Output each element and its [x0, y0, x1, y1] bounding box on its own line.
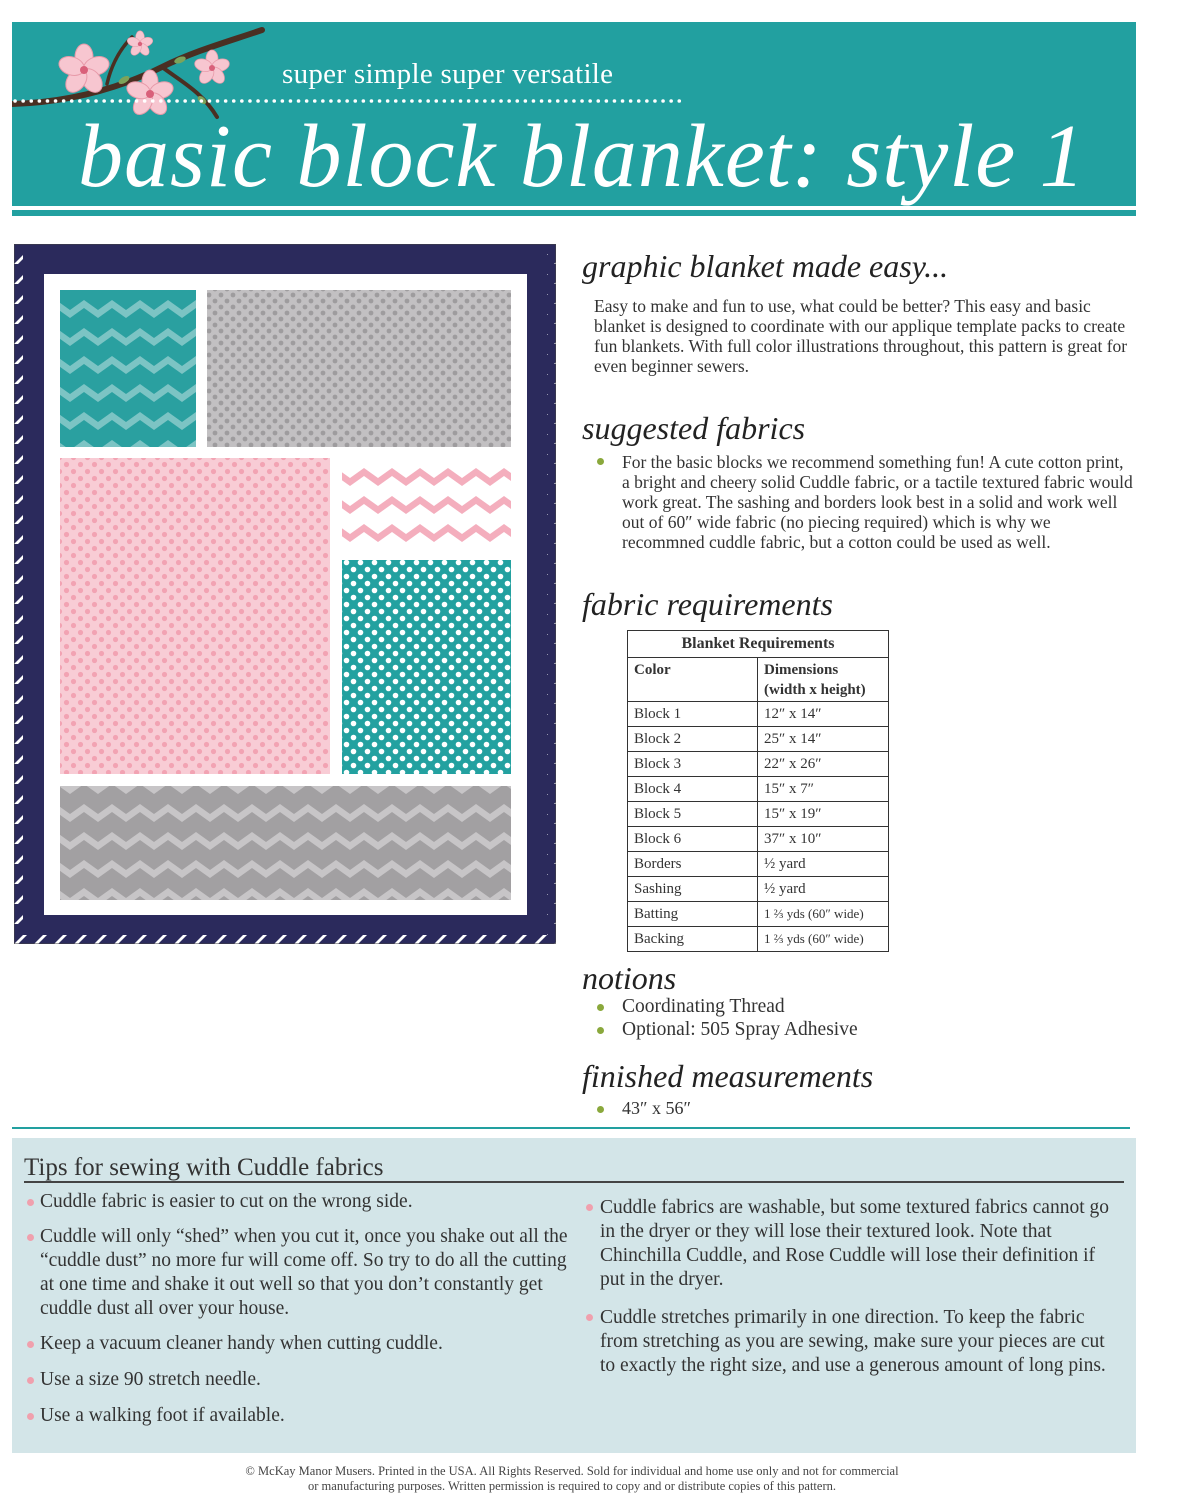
block-4 — [342, 458, 511, 551]
title-banner — [12, 22, 1136, 206]
tagline: super simple super versatile — [282, 58, 614, 90]
header-rule — [12, 210, 1136, 216]
table-row: Block 6 37″ x 10″ — [628, 827, 889, 852]
bullet-icon — [27, 1234, 34, 1241]
fabrics-text: For the basic blocks we recommend something fun! A cute cotton print, a bright and cheery solid Cuddle fabric, or a tactile textured fabric would work great. The sashing and borders look best in a solid and work well out of 60″ wide fabric (no piecing required) which is why we recommned cuddle fabric, but a cotton could be used as well. — [622, 452, 1133, 552]
tip-item: Cuddle will only “shed” when you cut it, once you shake out all the “cuddle dust” no more fur will come off. So try to do all the cutting at one time and shake it out well so that you don’t constantly get cuddle dust all over your house. — [40, 1226, 568, 1319]
column-header-color: Color — [628, 658, 758, 702]
table-row: Block 3 22″ x 26″ — [628, 752, 889, 777]
table-row: Backing 1 ⅔ yds (60″ wide) — [628, 927, 889, 952]
table-row: Block 4 15″ x 7″ — [628, 777, 889, 802]
section-divider — [12, 1127, 1130, 1129]
block-2 — [207, 290, 511, 447]
intro-heading: graphic blanket made easy... — [582, 248, 949, 284]
table-row: Batting 1 ⅔ yds (60″ wide) — [628, 902, 889, 927]
measurements-heading: finished measurements — [582, 1058, 874, 1094]
block-3 — [60, 458, 330, 774]
table-row: Sashing ½ yard — [628, 877, 889, 902]
table-row: Block 5 15″ x 19″ — [628, 802, 889, 827]
tips-underline — [24, 1181, 1124, 1183]
tip-item: Cuddle fabric is easier to cut on the wrong side. — [40, 1191, 413, 1212]
bullet-icon — [27, 1199, 34, 1206]
bullet-icon — [586, 1314, 593, 1321]
table-row: Block 1 12″ x 14″ — [628, 702, 889, 727]
tip-item: Keep a vacuum cleaner handy when cutting cuddle. — [40, 1333, 443, 1354]
bullet-icon — [586, 1204, 593, 1211]
page-title: basic block blanket: style 1 — [78, 107, 1086, 206]
requirements-table — [627, 630, 889, 952]
bullet-icon — [27, 1413, 34, 1420]
table-row: Block 2 25″ x 14″ — [628, 727, 889, 752]
bullet-icon — [597, 1106, 604, 1113]
blanket-illustration — [14, 244, 556, 944]
block-6 — [60, 786, 511, 900]
tip-item: Cuddle stretches primarily in one direction. To keep the fabric from stretching as you are sewing, make sure your pieces are cut to exactly the right size, and use a generous amount of long pins. — [600, 1307, 1106, 1376]
intro-text: Easy to make and fun to use, what could be better? This easy and basic blanket is designed to coordinate with our applique template packs to create fun blankets. With full color illustrations throughout, this pattern is great for even beginner sewers. — [594, 296, 1128, 376]
fabrics-heading: suggested fabrics — [582, 410, 806, 446]
tip-item: Cuddle fabrics are washable, but some textured fabrics cannot go in the dryer or they will lose their textured look. Note that Chinchilla Cuddle, and Rose Cuddle will lose their definition if put in the dryer. — [600, 1197, 1109, 1290]
notion-item: Optional: 505 Spray Adhesive — [622, 1019, 858, 1040]
table-title: Blanket Requirements — [628, 631, 889, 658]
table-row: Borders ½ yard — [628, 852, 889, 877]
notions-heading: notions — [582, 960, 677, 996]
bullet-icon — [597, 458, 604, 465]
bullet-icon — [27, 1341, 34, 1348]
tips-title: Tips for sewing with Cuddle fabrics — [24, 1154, 384, 1181]
notion-item: Coordinating Thread — [622, 996, 785, 1017]
block-1 — [60, 290, 196, 447]
tip-item: Use a size 90 stretch needle. — [40, 1369, 261, 1390]
copyright-footer: © McKay Manor Musers. Printed in the USA. All Rights Reserved. Sold for individual and home use only and not for commercial or manufacturing purposes. Written permission is required to copy and or distribute copies of this pattern. — [245, 1464, 899, 1493]
column-header-dimensions: Dimensions (width x height) — [758, 658, 889, 702]
requirements-heading: fabric requirements — [582, 586, 833, 622]
block-5 — [342, 560, 511, 774]
tip-item: Use a walking foot if available. — [40, 1405, 285, 1426]
bullet-icon — [597, 1027, 604, 1034]
tips-panel — [12, 1138, 1136, 1453]
measurements-value: 43″ x 56″ — [622, 1098, 691, 1118]
bullet-icon — [597, 1004, 604, 1011]
bullet-icon — [27, 1377, 34, 1384]
